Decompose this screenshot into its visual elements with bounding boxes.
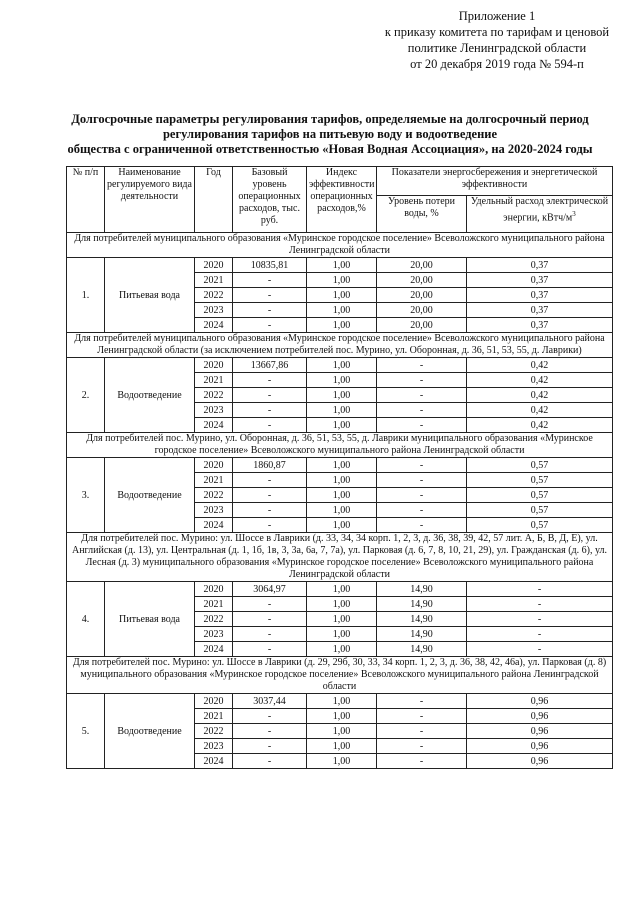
loss-cell: 20,00: [377, 258, 467, 273]
loss-cell: -: [377, 388, 467, 403]
year-cell: 2020: [195, 358, 233, 373]
row-number: 5.: [67, 694, 105, 769]
loss-cell: -: [377, 358, 467, 373]
base-cell: -: [233, 473, 307, 488]
specific-cell: 0,37: [467, 288, 613, 303]
loss-cell: 14,90: [377, 627, 467, 642]
loss-cell: -: [377, 488, 467, 503]
loss-cell: -: [377, 458, 467, 473]
appendix-line: от 20 декабря 2019 года № 594-п: [410, 57, 584, 71]
loss-cell: 14,90: [377, 612, 467, 627]
table-row: [67, 358, 613, 373]
index-cell: 1,00: [307, 418, 377, 433]
specific-cell: -: [467, 627, 613, 642]
year-cell: 2020: [195, 458, 233, 473]
section-heading-row: [67, 533, 613, 582]
document-title: [40, 112, 620, 157]
loss-cell: 20,00: [377, 303, 467, 318]
loss-cell: -: [377, 754, 467, 769]
section-heading: Для потребителей пос. Мурино: ул. Шоссе в Лаврики (д. 33, 34, 34 корп. 1, 2, 3, д. 36, 38, 39, 42, 57 лит. А, Б, В, Д, Е), ул. Английская (д. 13), ул. Центральная (д. 1, 1б, 1в, 3, 3а, 6а, 7, 7а), ул. Парковая (д. 6, 7, 8, 10, 21, 29), ул. Гражданская (д. 6), ул. Лесная (д. 3) муниципального образования «Муринское городское поселение» Всеволожского муниципального района Ленинградской области: [67, 533, 613, 582]
index-cell: 1,00: [307, 709, 377, 724]
index-cell: 1,00: [307, 724, 377, 739]
index-cell: 1,00: [307, 503, 377, 518]
specific-cell: 0,57: [467, 488, 613, 503]
year-cell: 2022: [195, 612, 233, 627]
appendix-line: Приложение 1: [458, 9, 536, 23]
title-line: общества с ограниченной ответственностью «Новая Водная Ассоциация», на 2020-2024 годы: [67, 142, 593, 156]
loss-cell: -: [377, 739, 467, 754]
index-cell: 1,00: [307, 303, 377, 318]
index-cell: 1,00: [307, 288, 377, 303]
year-cell: 2023: [195, 303, 233, 318]
loss-cell: 20,00: [377, 273, 467, 288]
index-cell: 1,00: [307, 358, 377, 373]
year-cell: 2020: [195, 694, 233, 709]
base-cell: -: [233, 288, 307, 303]
table-row: [67, 458, 613, 473]
table-body: [67, 233, 613, 769]
base-cell: -: [233, 303, 307, 318]
table-row: [67, 258, 613, 273]
loss-cell: 14,90: [377, 642, 467, 657]
index-cell: 1,00: [307, 458, 377, 473]
specific-cell: 0,57: [467, 503, 613, 518]
header-row: [67, 167, 613, 196]
year-cell: 2024: [195, 642, 233, 657]
row-number: 2.: [67, 358, 105, 433]
base-cell: -: [233, 709, 307, 724]
year-cell: 2021: [195, 373, 233, 388]
base-cell: -: [233, 418, 307, 433]
section-heading-row: [67, 657, 613, 694]
table-row: [67, 694, 613, 709]
loss-cell: -: [377, 503, 467, 518]
index-cell: 1,00: [307, 597, 377, 612]
row-number: 4.: [67, 582, 105, 657]
year-cell: 2021: [195, 709, 233, 724]
year-cell: 2023: [195, 403, 233, 418]
specific-cell: 0,37: [467, 303, 613, 318]
year-cell: 2021: [195, 473, 233, 488]
specific-cell: 0,37: [467, 258, 613, 273]
specific-cell: -: [467, 597, 613, 612]
base-cell: 3037,44: [233, 694, 307, 709]
base-cell: -: [233, 503, 307, 518]
header-specific-sup: 3: [572, 210, 576, 218]
base-cell: -: [233, 597, 307, 612]
loss-cell: -: [377, 473, 467, 488]
index-cell: 1,00: [307, 642, 377, 657]
year-cell: 2022: [195, 288, 233, 303]
base-cell: -: [233, 627, 307, 642]
specific-cell: 0,37: [467, 318, 613, 333]
loss-cell: -: [377, 373, 467, 388]
base-cell: -: [233, 273, 307, 288]
tariff-table: [66, 166, 613, 769]
header-index: Индекс эффективности операционных расходов,%: [307, 167, 377, 233]
section-heading: Для потребителей муниципального образования «Муринское городское поселение» Всеволожского муниципального района Ленинградской области (за исключением потребителей пос. Мурино, ул. Оборонная, д. 36, 51, 53, 55, д. Лаврики): [67, 333, 613, 358]
activity-name: Питьевая вода: [105, 258, 195, 333]
base-cell: -: [233, 518, 307, 533]
specific-cell: 0,57: [467, 473, 613, 488]
index-cell: 1,00: [307, 488, 377, 503]
year-cell: 2024: [195, 418, 233, 433]
row-number: 3.: [67, 458, 105, 533]
section-heading: Для потребителей пос. Мурино, ул. Оборонная, д. 36, 51, 53, 55, д. Лаврики муниципального образования «Муринское городское поселение» Всеволожского муниципального района Ленинградской области: [67, 433, 613, 458]
specific-cell: 0,96: [467, 739, 613, 754]
section-heading: Для потребителей пос. Мурино: ул. Шоссе в Лаврики (д. 29, 29б, 30, 33, 34 корп. 1, 2, 3, д. 36, 38, 42, 46а), ул. Парковая (д. 8) муниципального образования «Муринское городское поселение» Всеволожского муниципального района Ленинградской области: [67, 657, 613, 694]
loss-cell: -: [377, 694, 467, 709]
year-cell: 2024: [195, 318, 233, 333]
row-number: 1.: [67, 258, 105, 333]
section-heading-row: [67, 433, 613, 458]
header-specific-text: Удельный расход электрической энергии, кВтч/м: [470, 196, 609, 224]
loss-cell: -: [377, 403, 467, 418]
year-cell: 2022: [195, 724, 233, 739]
specific-cell: 0,42: [467, 373, 613, 388]
base-cell: -: [233, 373, 307, 388]
index-cell: 1,00: [307, 373, 377, 388]
base-cell: 10835,81: [233, 258, 307, 273]
specific-cell: -: [467, 642, 613, 657]
base-cell: -: [233, 754, 307, 769]
base-cell: -: [233, 388, 307, 403]
specific-cell: 0,96: [467, 724, 613, 739]
base-cell: -: [233, 724, 307, 739]
year-cell: 2021: [195, 597, 233, 612]
specific-cell: 0,37: [467, 273, 613, 288]
base-cell: -: [233, 488, 307, 503]
index-cell: 1,00: [307, 612, 377, 627]
header-specific: [467, 196, 613, 233]
loss-cell: -: [377, 418, 467, 433]
year-cell: 2021: [195, 273, 233, 288]
specific-cell: 0,57: [467, 518, 613, 533]
year-cell: 2020: [195, 258, 233, 273]
specific-cell: -: [467, 582, 613, 597]
header-energy-group: Показатели энергосбережения и энергетической эффективности: [377, 167, 613, 196]
header-year: Год: [195, 167, 233, 233]
loss-cell: 20,00: [377, 288, 467, 303]
index-cell: 1,00: [307, 582, 377, 597]
specific-cell: 0,42: [467, 418, 613, 433]
header-loss: Уровень потери воды, %: [377, 196, 467, 233]
index-cell: 1,00: [307, 258, 377, 273]
index-cell: 1,00: [307, 739, 377, 754]
base-cell: -: [233, 318, 307, 333]
specific-cell: 0,42: [467, 358, 613, 373]
base-cell: -: [233, 403, 307, 418]
appendix-header: [372, 8, 622, 72]
title-line: регулирования тарифов на питьевую воду и водоотведение: [162, 127, 498, 141]
base-cell: 13667,86: [233, 358, 307, 373]
year-cell: 2024: [195, 518, 233, 533]
year-cell: 2023: [195, 739, 233, 754]
loss-cell: -: [377, 518, 467, 533]
appendix-line: к приказу комитета по тарифам и ценовой: [384, 25, 610, 39]
activity-name: Водоотведение: [105, 358, 195, 433]
specific-cell: 0,96: [467, 694, 613, 709]
specific-cell: 0,96: [467, 709, 613, 724]
specific-cell: 0,42: [467, 403, 613, 418]
index-cell: 1,00: [307, 754, 377, 769]
loss-cell: -: [377, 709, 467, 724]
index-cell: 1,00: [307, 318, 377, 333]
index-cell: 1,00: [307, 627, 377, 642]
appendix-line: политике Ленинградской области: [407, 41, 587, 55]
year-cell: 2023: [195, 503, 233, 518]
base-cell: -: [233, 739, 307, 754]
section-heading-row: [67, 233, 613, 258]
index-cell: 1,00: [307, 518, 377, 533]
activity-name: Питьевая вода: [105, 582, 195, 657]
header-base: Базовый уровень операционных расходов, тыс. руб.: [233, 167, 307, 233]
loss-cell: 14,90: [377, 582, 467, 597]
loss-cell: 14,90: [377, 597, 467, 612]
base-cell: 3064,97: [233, 582, 307, 597]
index-cell: 1,00: [307, 694, 377, 709]
year-cell: 2023: [195, 627, 233, 642]
loss-cell: 20,00: [377, 318, 467, 333]
year-cell: 2022: [195, 388, 233, 403]
base-cell: -: [233, 612, 307, 627]
index-cell: 1,00: [307, 473, 377, 488]
specific-cell: 0,96: [467, 754, 613, 769]
specific-cell: 0,42: [467, 388, 613, 403]
activity-name: Водоотведение: [105, 694, 195, 769]
year-cell: 2022: [195, 488, 233, 503]
loss-cell: -: [377, 724, 467, 739]
specific-cell: -: [467, 612, 613, 627]
index-cell: 1,00: [307, 273, 377, 288]
header-num: № п/п: [67, 167, 105, 233]
year-cell: 2020: [195, 582, 233, 597]
base-cell: 1860,87: [233, 458, 307, 473]
header-activity: Наименование регулируемого вида деятельности: [105, 167, 195, 233]
index-cell: 1,00: [307, 403, 377, 418]
activity-name: Водоотведение: [105, 458, 195, 533]
section-heading: Для потребителей муниципального образования «Муринское городское поселение» Всеволожского муниципального района Ленинградской области: [67, 233, 613, 258]
section-heading-row: [67, 333, 613, 358]
specific-cell: 0,57: [467, 458, 613, 473]
base-cell: -: [233, 642, 307, 657]
title-line: Долгосрочные параметры регулирования тарифов, определяемые на долгосрочный период: [71, 112, 589, 126]
year-cell: 2024: [195, 754, 233, 769]
index-cell: 1,00: [307, 388, 377, 403]
table-row: [67, 582, 613, 597]
